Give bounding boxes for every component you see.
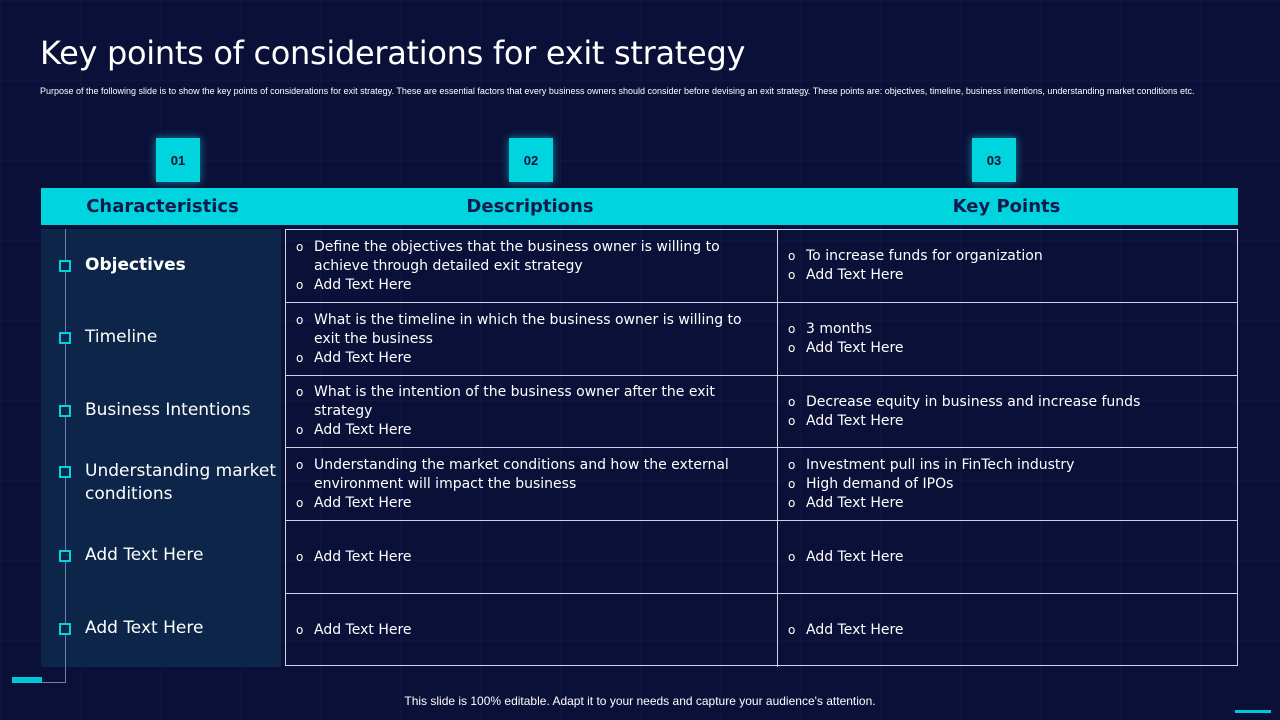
bullet-icon: o	[296, 277, 304, 292]
timeline-marker-icon	[59, 466, 71, 478]
accent-bar-left	[12, 677, 42, 683]
bullet-icon: o	[788, 249, 796, 263]
bullet-icon: o	[788, 495, 796, 510]
key-point-text: Add Text Here	[806, 494, 904, 511]
bullet-icon: o	[788, 413, 796, 428]
key-point-bullet	[788, 339, 1227, 358]
description-bullet	[296, 456, 767, 494]
description-bullet	[296, 621, 767, 640]
key-point-bullet	[788, 412, 1227, 431]
bullet-icon: o	[296, 549, 304, 564]
key-point-text: High demand of IPOs	[806, 475, 954, 492]
table-row	[286, 521, 1237, 594]
table-header	[41, 188, 1238, 225]
description-bullet	[296, 548, 767, 567]
timeline-marker-icon	[59, 332, 71, 344]
bullet-icon: o	[296, 495, 304, 510]
table-row	[286, 448, 1237, 521]
description-bullet	[296, 383, 767, 421]
key-point-cell	[778, 594, 1237, 667]
characteristic-item	[59, 544, 279, 567]
table-row	[286, 594, 1237, 667]
header-key-points: Key Points	[952, 196, 1061, 217]
key-point-text: Decrease equity in business and increase funds	[806, 393, 1141, 410]
footer-note: This slide is 100% editable. Adapt it to your needs and capture your audience's attention.	[404, 694, 876, 708]
description-cell	[286, 594, 778, 667]
timeline-marker-icon	[59, 623, 71, 635]
characteristic-label: Timeline	[85, 327, 158, 347]
bullet-icon: o	[788, 268, 796, 282]
key-point-bullet	[788, 475, 1227, 494]
bullet-icon: o	[788, 322, 796, 336]
timeline-line	[65, 229, 66, 683]
description-cell	[286, 230, 778, 302]
description-text: Add Text Here	[314, 349, 412, 366]
bullet-icon: o	[296, 457, 304, 472]
key-point-text: To increase funds for organization	[806, 248, 1043, 264]
timeline-marker-icon	[59, 260, 71, 272]
characteristic-item	[59, 254, 279, 277]
description-bullet	[296, 276, 767, 295]
key-point-bullet	[788, 456, 1227, 475]
description-cell	[286, 448, 778, 520]
bullet-icon: o	[296, 350, 304, 365]
key-point-text: Add Text Here	[806, 340, 904, 356]
key-point-cell	[778, 448, 1237, 520]
timeline-marker-icon	[59, 405, 71, 417]
description-text: Add Text Here	[314, 548, 412, 565]
key-point-bullet	[788, 320, 1227, 339]
key-point-text: Add Text Here	[806, 548, 904, 565]
page-subtitle: Purpose of the following slide is to show the key points of considerations for exit strategy. These are essential factors that every business owners should consider before devising an exit strategy. These points are: objectives, timeline, business intentions, understanding market conditions etc.	[40, 86, 1195, 96]
description-text: What is the intention of the business owner after the exit strategy	[314, 384, 715, 419]
key-point-cell	[778, 376, 1237, 447]
table-row	[286, 230, 1237, 303]
key-point-cell	[778, 303, 1237, 375]
characteristic-label: Add Text Here	[85, 618, 204, 638]
description-bullet	[296, 311, 767, 349]
key-point-cell	[778, 230, 1237, 302]
characteristic-label: Understanding market conditions	[85, 461, 276, 504]
description-text: Add Text Here	[314, 494, 412, 511]
characteristics-panel	[41, 229, 281, 667]
accent-bar-right	[1235, 710, 1271, 713]
key-point-bullet	[788, 247, 1227, 266]
bullet-icon: o	[788, 457, 796, 472]
bullet-icon: o	[296, 312, 304, 327]
bullet-icon: o	[296, 239, 304, 254]
bullet-icon: o	[296, 423, 304, 437]
key-point-bullet	[788, 548, 1227, 567]
bullet-icon: o	[788, 341, 796, 355]
key-point-text: Add Text Here	[806, 622, 904, 638]
bullet-icon: o	[788, 623, 796, 637]
key-point-text: 3 months	[806, 321, 873, 337]
characteristic-item	[59, 460, 279, 506]
table-row	[286, 376, 1237, 448]
description-bullet	[296, 421, 767, 440]
description-bullet	[296, 238, 767, 276]
number-badge-03: 03	[972, 138, 1016, 182]
key-point-bullet	[788, 266, 1227, 285]
key-point-bullet	[788, 494, 1227, 513]
characteristic-label: Objectives	[85, 255, 186, 275]
bullet-icon: o	[296, 385, 304, 399]
key-point-text: Add Text Here	[806, 267, 904, 283]
characteristic-label: Business Intentions	[85, 400, 251, 420]
description-cell	[286, 376, 778, 447]
description-text: Add Text Here	[314, 622, 412, 638]
key-point-text: Investment pull ins in FinTech industry	[806, 456, 1075, 473]
characteristic-item	[59, 399, 279, 422]
description-text: Add Text Here	[314, 276, 412, 293]
characteristic-label: Add Text Here	[85, 545, 204, 565]
bullet-icon: o	[296, 623, 304, 637]
characteristic-item	[59, 617, 279, 640]
bullet-icon: o	[788, 549, 796, 564]
key-point-text: Add Text Here	[806, 412, 904, 429]
number-badge-01: 01	[156, 138, 200, 182]
bullet-icon: o	[788, 394, 796, 409]
key-point-cell	[778, 521, 1237, 593]
table-row	[286, 303, 1237, 376]
description-text: What is the timeline in which the business owner is willing to exit the business	[314, 311, 742, 347]
description-text: Understanding the market conditions and how the external environment will impact the business	[314, 456, 729, 492]
key-point-bullet	[788, 393, 1227, 412]
header-characteristics: Characteristics	[86, 196, 239, 217]
characteristic-item	[59, 326, 279, 349]
description-text: Add Text Here	[314, 422, 412, 438]
number-badge-02: 02	[509, 138, 553, 182]
key-point-bullet	[788, 621, 1227, 640]
description-cell	[286, 521, 778, 593]
header-descriptions: Descriptions	[466, 196, 594, 217]
description-bullet	[296, 349, 767, 368]
page-title: Key points of considerations for exit strategy	[40, 34, 746, 72]
considerations-table	[285, 229, 1238, 666]
bullet-icon: o	[788, 476, 796, 491]
description-bullet	[296, 494, 767, 513]
description-cell	[286, 303, 778, 375]
timeline-marker-icon	[59, 550, 71, 562]
description-text: Define the objectives that the business owner is willing to achieve through detailed exit strategy	[314, 238, 720, 274]
